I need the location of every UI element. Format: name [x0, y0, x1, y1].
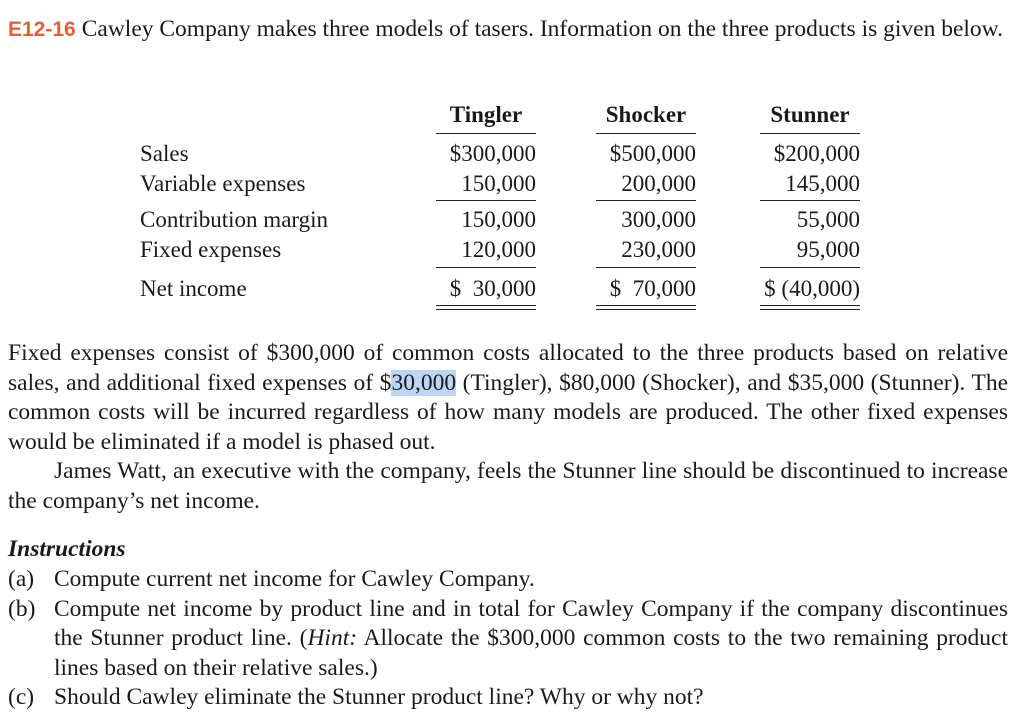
subtotal-rule: [596, 200, 696, 201]
paragraph-james-watt: James Watt, an executive with the company, feels the Stunner line should be discontinued to increase the company’s net income.: [8, 458, 1008, 514]
total-double-rule: [436, 305, 536, 310]
list-item: [8, 683, 1008, 713]
cell-variable-stunner: 145,000: [785, 171, 860, 196]
cell-fixed-tingler: 120,000: [461, 237, 536, 262]
item-key: (c): [8, 684, 35, 710]
cell-variable-tingler: 150,000: [461, 171, 536, 196]
col-header-shocker: Shocker: [605, 102, 687, 127]
cell-net-tingler: $ 30,000: [449, 276, 536, 301]
cell-cm-shocker: 300,000: [621, 207, 696, 232]
total-double-rule: [596, 305, 696, 310]
item-key: (a): [8, 566, 35, 592]
item-text: Should Cawley eliminate the Stunner product line? Why or why not?: [54, 684, 704, 710]
subtotal-rule: [436, 267, 536, 268]
subtotal-rule: [760, 200, 860, 201]
cell-cm-tingler: 150,000: [461, 207, 536, 232]
row-label-fixed-expenses: Fixed expenses: [140, 237, 282, 262]
row-label-variable-expenses: Variable expenses: [140, 171, 306, 196]
paragraph-fixed-expenses: [8, 339, 1008, 457]
item-text: [54, 595, 1008, 684]
cell-sales-stunner: $200,000: [773, 141, 860, 166]
col-header-tingler: Tingler: [449, 102, 523, 127]
product-table: [0, 0, 1032, 330]
header-underline: [596, 133, 696, 134]
cell-variable-shocker: 200,000: [621, 171, 696, 196]
col-header-stunner: Stunner: [770, 102, 850, 127]
instructions-list: [8, 565, 1008, 713]
cell-fixed-stunner: 95,000: [796, 237, 860, 262]
cell-fixed-shocker: 230,000: [621, 237, 696, 262]
row-label-net-income: Net income: [140, 276, 247, 301]
cell-cm-stunner: 55,000: [796, 207, 860, 232]
text-selection-highlight[interactable]: 30,000: [391, 369, 457, 396]
instructions-heading: Instructions: [8, 536, 126, 562]
total-double-rule: [760, 305, 860, 310]
cell-net-stunner: $ (40,000): [764, 276, 860, 301]
cell-sales-tingler: $300,000: [449, 141, 536, 166]
header-underline: [436, 133, 536, 134]
subtotal-rule: [596, 267, 696, 268]
subtotal-rule: [436, 200, 536, 201]
item-text: Compute current net income for Cawley Company.: [54, 566, 535, 592]
item-key: (b): [8, 595, 36, 622]
cell-sales-shocker: $500,000: [609, 141, 696, 166]
row-label-contribution-margin: Contribution margin: [140, 207, 329, 232]
subtotal-rule: [760, 267, 860, 268]
row-label-sales: Sales: [140, 141, 189, 166]
body-paragraphs: [8, 339, 1008, 516]
exercise-number: E12-16: [8, 18, 76, 41]
header-underline: [760, 133, 860, 134]
intro-text: Cawley Company makes three models of tasers. Information on the three products is given below.: [81, 16, 1003, 42]
paragraph-text: (Tingler), $80,000 (Shocker), and $35,000 (Stunner). The common costs will be incurred regardless of how many models are produced. The other fixed expenses would be eliminated if a model is phased out.: [8, 369, 1009, 455]
item-text-part: Allocate the $300,000 common costs to the two remaining product lines based on their relative sales.): [54, 625, 1008, 681]
list-item: [8, 595, 1008, 684]
list-item: [8, 565, 1008, 595]
paragraph-text: Fixed expenses consist of $300,000 of common costs allocated to the three products based on relative sales, and additional fixed expenses of $: [8, 340, 1008, 396]
item-text-part: Compute net income by product line and in total for Cawley Company if the company discontinues the Stunner product line. (: [54, 595, 1008, 651]
cell-net-shocker: $ 70,000: [609, 276, 696, 301]
hint-label: Hint:: [307, 625, 358, 651]
